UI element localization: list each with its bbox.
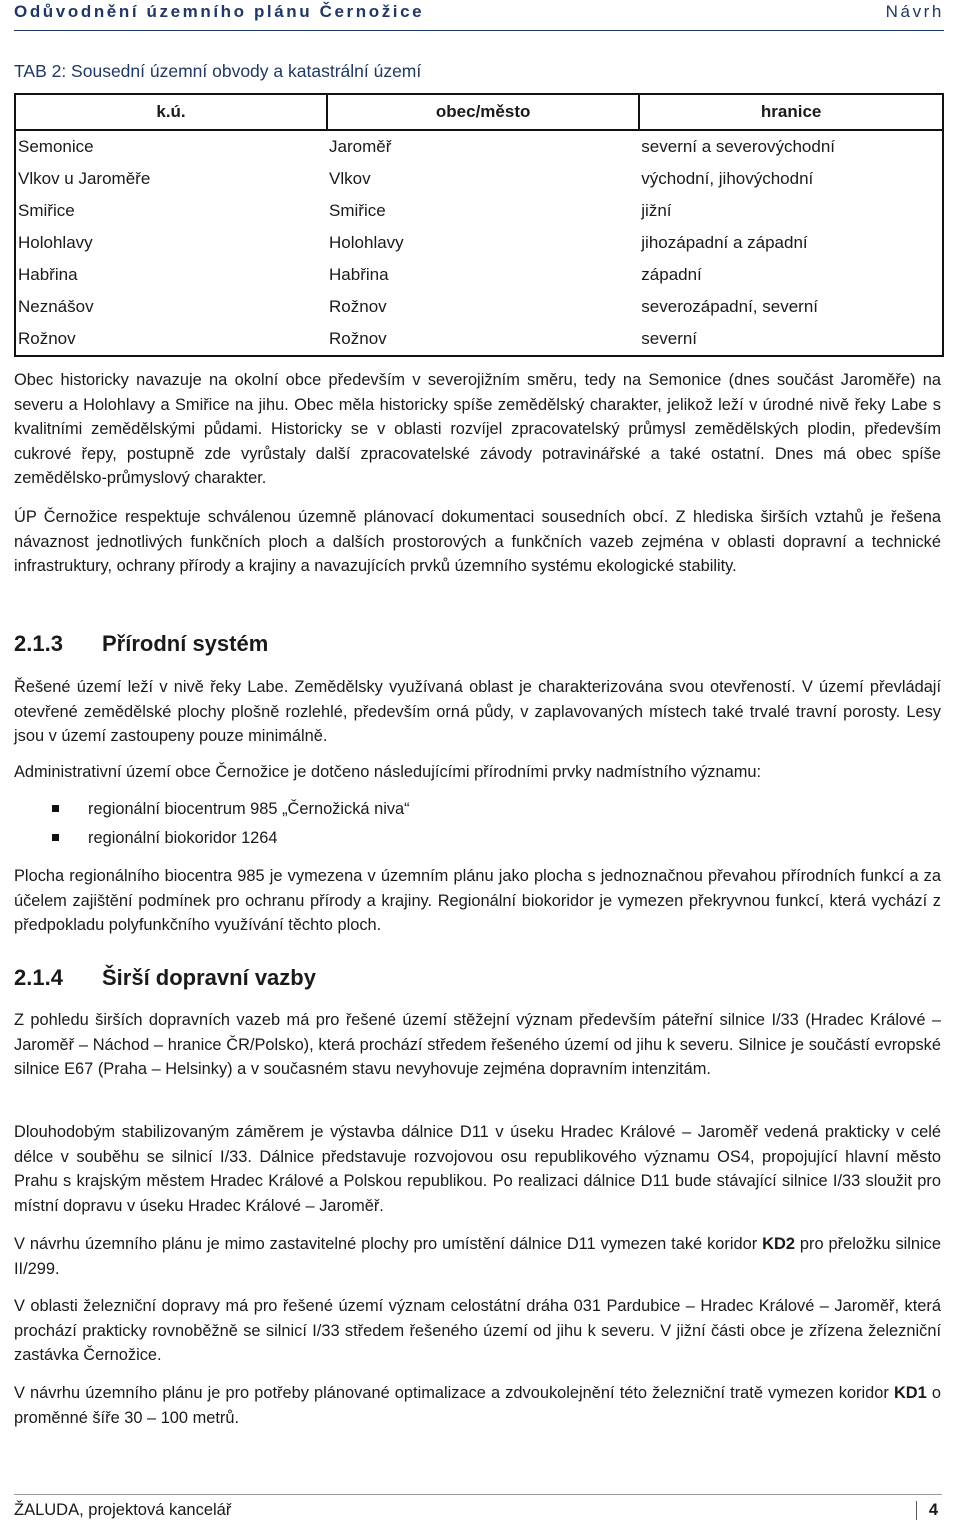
section-heading-transport (14, 965, 316, 991)
document-title: Odůvodnění územního plánu Černožice (14, 2, 425, 21)
table-row (15, 195, 943, 227)
list-item-text: regionální biokoridor 1264 (88, 829, 278, 847)
table-cell: Vlkov u Jaroměře (15, 163, 327, 195)
table-cell: Neznášov (15, 291, 327, 323)
paragraph-corridor-kd2: V návrhu územního plánu je mimo zastavitelné plochy pro umístění dálnice D11 vymezen také koridor KD2 pro přeložku silnice II/299. (14, 1235, 941, 1278)
neighbors-table (14, 93, 944, 357)
page-header (14, 0, 944, 31)
nature-elements-list (52, 795, 410, 853)
paragraph-planning: ÚP Černožice respektuje schválenou územně plánovací dokumentaci sousedních obcí. Z hlediska širších vztahů je řešena návaznost jednotlivých funkčních ploch a dalších prostorových a funkčních vazeb zejména v oblasti dopravní a technické infrastruktury, ochrany přírody a krajiny a navazujících prvků územního systému ekologické stability. (14, 508, 941, 575)
column-header: k.ú. (15, 94, 327, 130)
table-cell: Semonice (15, 130, 327, 163)
bullet-square-icon (52, 834, 59, 841)
section-number: 2.1.4 (14, 965, 63, 990)
table-cell: jihozápadní a západní (639, 227, 943, 259)
table-cell: Holohlavy (15, 227, 327, 259)
table-cell: Rožnov (329, 297, 387, 316)
table-cell: západní (639, 259, 943, 291)
paragraph-railway: V oblasti železniční dopravy má pro řešené území význam celostátní dráha 031 Pardubice – Hradec Králové – Jaroměř, která prochází prakticky rovnoběžně se silnicí I/33 středem řešeného území od jihu k severu. V jižní části obce je zřízena železniční zastávka Černožice. (14, 1297, 941, 1364)
table-cell: Rožnov (327, 323, 639, 356)
document-status: Návrh (885, 2, 944, 21)
table-cell: severní a severovýchodní (639, 130, 943, 163)
page-number: 4 (916, 1501, 938, 1520)
table-cell: Jaroměř (329, 137, 392, 156)
paragraph-motorway: Dlouhodobým stabilizovaným záměrem je výstavba dálnice D11 v úseku Hradec Králové – Jaroměř vedená prakticky v celé délce v souběhu se silnicí I/33. Dálnice představuje rozvojovou osu republikového významu OS4, propojující hlavní město Prahu s krajským městem Hradec Králové a Polskou republikou. Po realizaci dálnice D11 bude stávající silnice I/33 sloužit pro místní dopravu v úseku Hradec Králové – Jaroměř. (14, 1123, 941, 1215)
section-heading-nature (14, 631, 268, 657)
paragraph-history: Obec historicky navazuje na okolní obce především v severojižním směru, tedy na Semonice (dnes součást Jaroměře) na severu a Holohlavy a Smiřice na jihu. Obec měla historicky spíše zemědělský charakter, jelikož leží v úrodné nivě řeky Labe s kvalitními zemědělskými půdami. Historicky se v oblasti rozvíjel zpracovatelský průmysl zemědělských plodin, především cukrové řepy, postupně zde vyrůstaly další zpracovatelské závody potravinářské a také ostatní. Dnes má obec spíše zemědělsko-průmyslový charakter. (14, 371, 941, 487)
section-number: 2.1.3 (14, 631, 63, 656)
table-cell: severozápadní, severní (639, 291, 943, 323)
footer-company: ŽALUDA, projektová kancelář (14, 1501, 232, 1519)
table-caption: TAB 2: Sousední územní obvody a katastrální území (14, 61, 422, 81)
paragraph-biocentre: Plocha regionálního biocentra 985 je vymezena v územním plánu jako plocha s jednoznačnou převahou přírodních funkcí a za účelem zajištění podmínek pro ochranu přírody a krajiny. Regionální biokoridor je vymezen překryvnou funkcí, která vychází z předpokladu polyfunkčního využívání těchto ploch. (14, 867, 941, 934)
column-header: hranice (639, 94, 943, 130)
table-cell: Rožnov (15, 323, 327, 356)
paragraph-road: Z pohledu širších dopravních vazeb má pro řešené území stěžejní význam především páteřní silnice I/33 (Hradec Králové – Jaroměř – Náchod – hranice ČR/Polsko), která prochází středem řešeného území od jihu k severu. Silnice je součástí evropské silnice E67 (Praha – Helsinky) a v současném stavu nevyhovuje zejména dopravním intenzitám. (14, 1011, 941, 1078)
paragraph-territory: Řešené území leží v nivě řeky Labe. Zemědělsky využívaná oblast je charakterizována svou otevřeností. V území převládají otevřené zemědělské plochy plošně rozlehlé, především orná půdy, v zaplavovaných místech také trvalé travní porosty. Lesy jsou v území zastoupeny pouze minimálně. (14, 678, 941, 745)
paragraph-corridor-kd1: V návrhu územního plánu je pro potřeby plánované optimalizace a zdvoukolejnění této železniční tratě vymezen koridor KD1 o proměnné šíře 30 – 100 metrů. (14, 1384, 941, 1427)
table-cell: Habřina (15, 259, 327, 291)
table-row (15, 130, 943, 163)
table-row (15, 259, 943, 291)
table-cell: Holohlavy (329, 233, 404, 252)
list-item-text: regionální biocentrum 985 „Černožická niva“ (88, 800, 410, 818)
table-cell: Vlkov (329, 169, 371, 188)
section-title: Širší dopravní vazby (102, 965, 316, 990)
column-header: obec/město (327, 94, 639, 130)
table-row (15, 163, 943, 195)
table-cell: východní, jihovýchodní (639, 163, 943, 195)
table-cell: jižní (639, 195, 943, 227)
section-title: Přírodní systém (102, 631, 269, 656)
table-cell: Smiřice (15, 195, 327, 227)
table-cell: severní (639, 323, 943, 356)
table-cell: Habřina (329, 265, 389, 284)
table-header-row (15, 94, 943, 130)
list-item (52, 824, 410, 853)
paragraph-admin: Administrativní území obce Černožice je dotčeno následujícími přírodními prvky nadmístního významu: (14, 763, 762, 781)
corridor-code: KD1 (893, 1384, 927, 1402)
list-item (52, 795, 410, 824)
table-row (15, 323, 943, 356)
table-cell: Smiřice (329, 201, 386, 220)
table-row (15, 291, 943, 323)
table-row (15, 227, 943, 259)
bullet-square-icon (52, 805, 59, 812)
corridor-code: KD2 (762, 1235, 795, 1253)
